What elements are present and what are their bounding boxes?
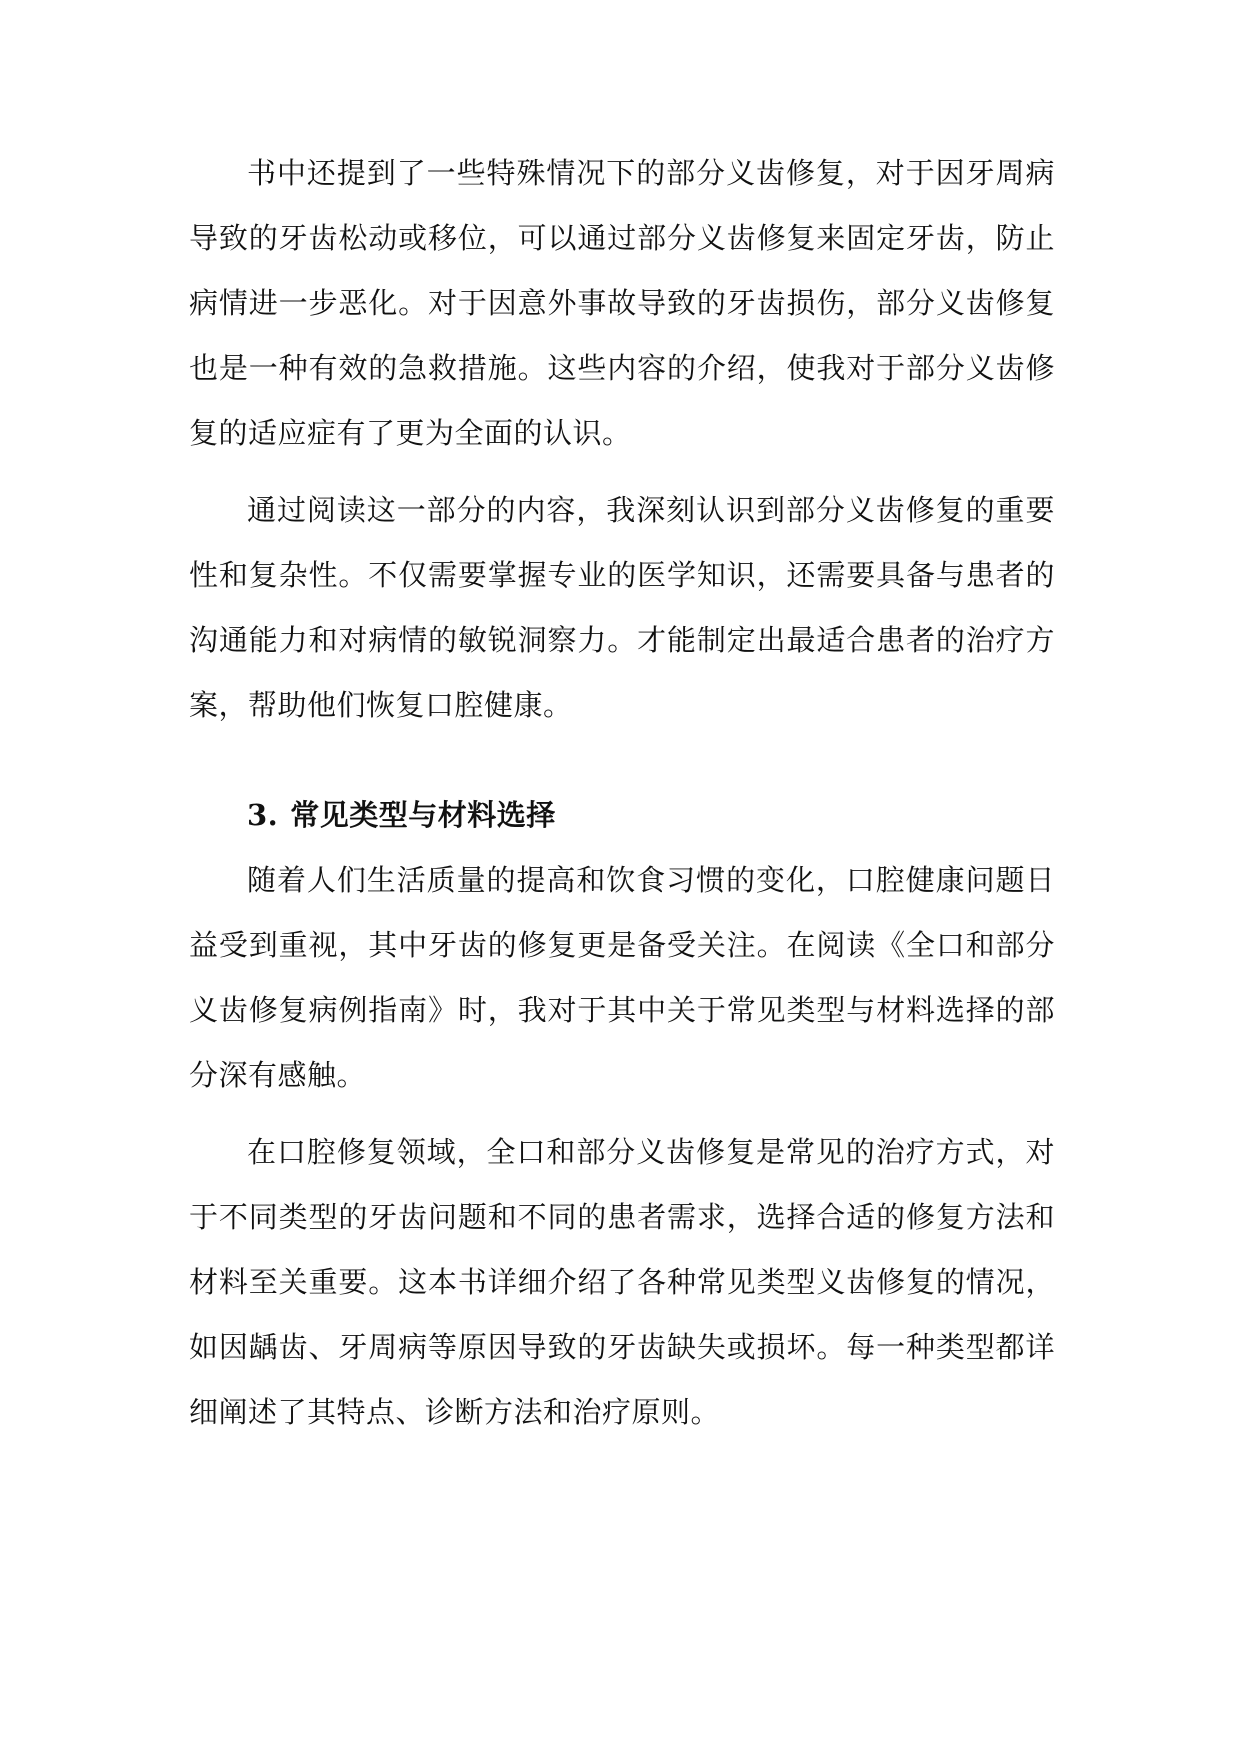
body-paragraph: 书中还提到了一些特殊情况下的部分义齿修复，对于因牙周病导致的牙齿松动或移位，可以通过部分义齿修复来固定牙齿，防止病情进一步恶化。对于因意外事故导致的牙齿损伤，部分义齿修复也是一种有效的急救措施。这些内容的介绍，使我对于部分义齿修复的适应症有了更为全面的认识。 <box>189 156 1055 450</box>
section-title: 常见类型与材料选择 <box>290 798 556 832</box>
section-number: 3. <box>247 798 279 832</box>
page-body <box>189 141 1055 1445</box>
body-paragraph: 在口腔修复领域，全口和部分义齿修复是常见的治疗方式，对于不同类型的牙齿问题和不同的患者需求，选择合适的修复方法和材料至关重要。这本书详细介绍了各种常见类型义齿修复的情况，如因龋齿、牙周病等原因导致的牙齿缺失或损坏。每一种类型都详细阐述了其特点、诊断方法和治疗原则。 <box>189 1135 1055 1429</box>
section-heading <box>189 783 1055 848</box>
body-paragraph: 通过阅读这一部分的内容，我深刻认识到部分义齿修复的重要性和复杂性。不仅需要掌握专业的医学知识，还需要具备与患者的沟通能力和对病情的敏锐洞察力。才能制定出最适合患者的治疗方案，帮助他们恢复口腔健康。 <box>189 493 1055 722</box>
body-paragraph: 随着人们生活质量的提高和饮食习惯的变化，口腔健康问题日益受到重视，其中牙齿的修复更是备受关注。在阅读《全口和部分义齿修复病例指南》时，我对于其中关于常见类型与材料选择的部分深有感触。 <box>189 863 1055 1092</box>
